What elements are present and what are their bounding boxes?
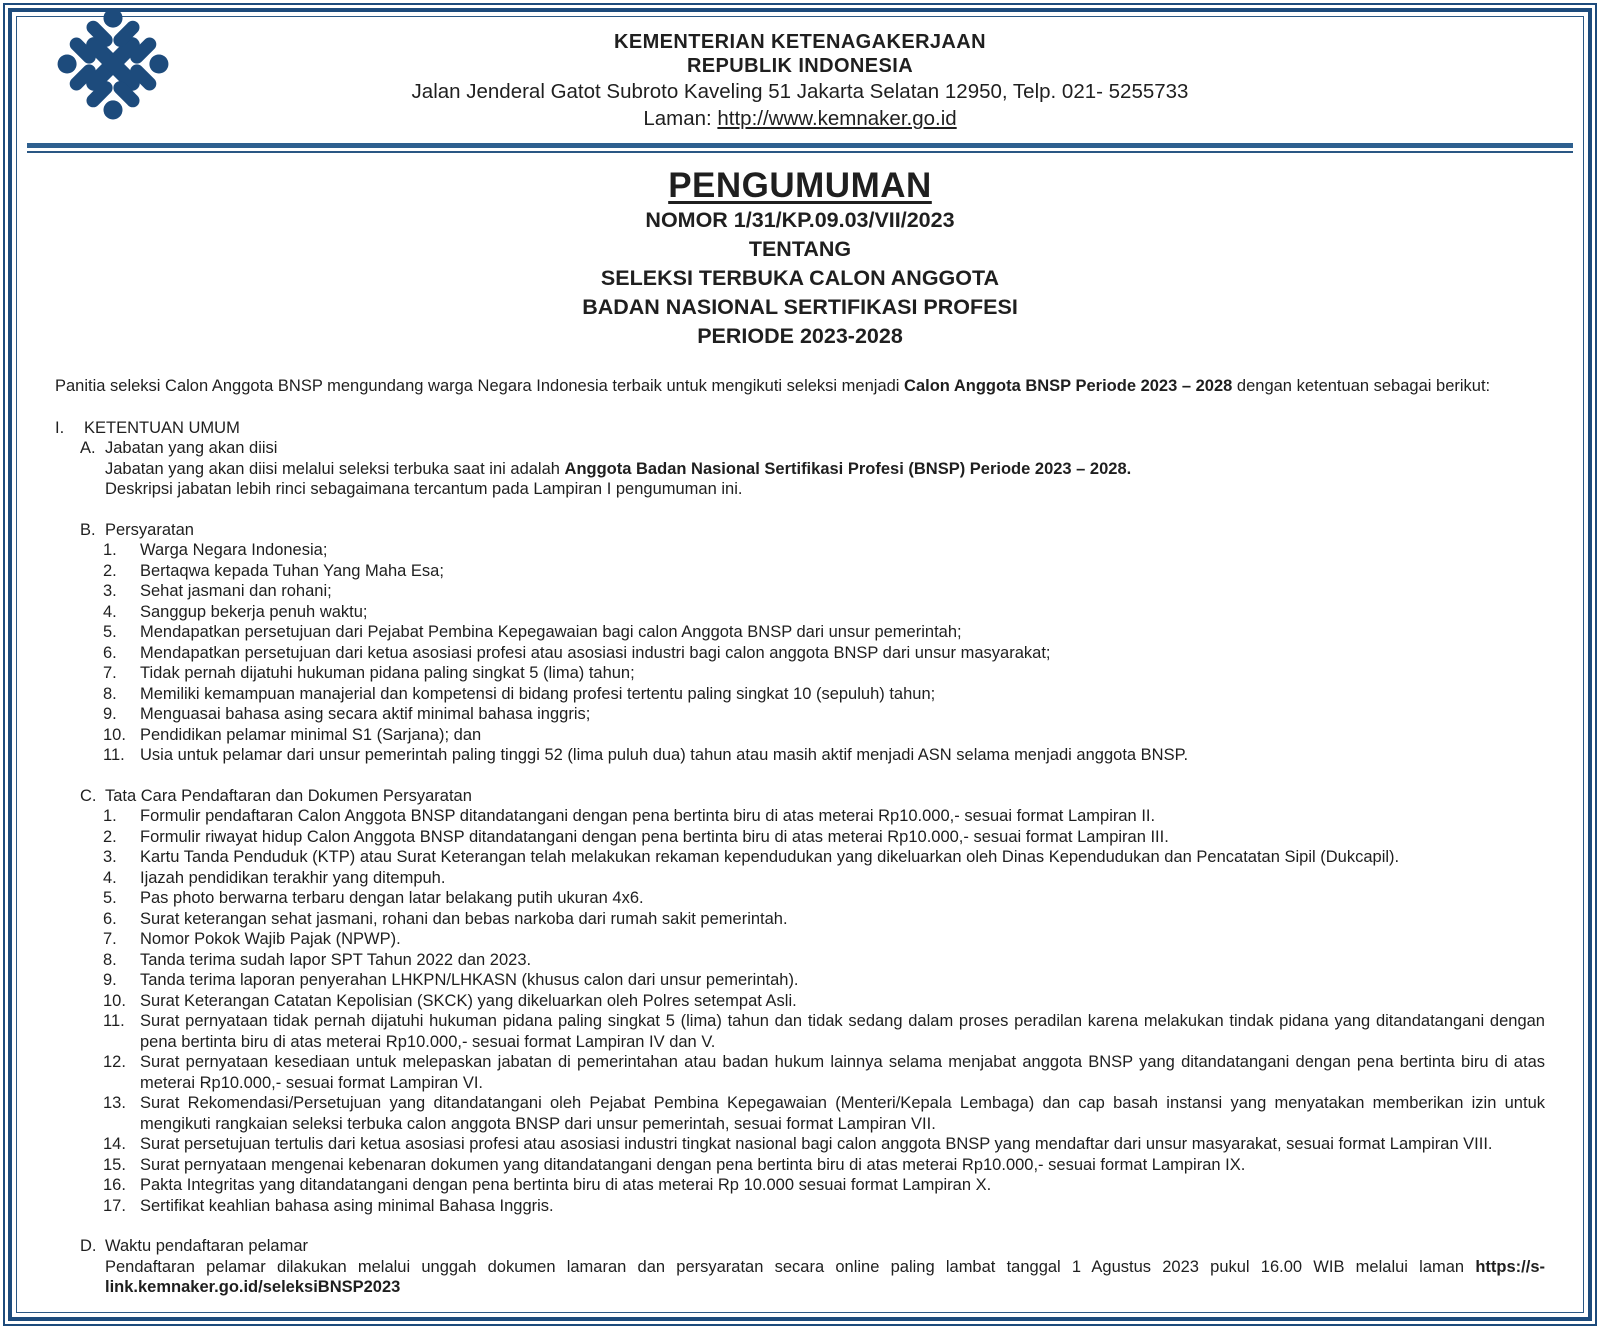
list-item — [103, 1196, 1545, 1217]
subsection-c — [80, 786, 1545, 1217]
list-item-number: 12. — [103, 1053, 126, 1071]
list-item-text: Formulir riwayat hidup Calon Anggota BNSP ditandatangani dengan pena bertinta biru di atas meterai Rp10.000,- sesuai format Lampiran III. — [140, 827, 1169, 846]
list-item-text: Warga Negara Indonesia; — [140, 541, 328, 559]
list-item-text: Surat Keterangan Catatan Kepolisian (SKCK) yang dikeluarkan oleh Polres setempat Asli. — [140, 991, 797, 1010]
intro-paragraph — [55, 376, 1545, 397]
subsection-b-heading — [80, 520, 1545, 541]
list-item-text: Tanda terima sudah lapor SPT Tahun 2022 dan 2023. — [140, 950, 532, 969]
subsection-d-heading — [80, 1236, 1545, 1257]
website-link[interactable]: http://www.kemnaker.go.id — [717, 107, 957, 130]
list-item — [103, 622, 1545, 643]
list-item-text: Surat pernyataan tidak pernah dijatuhi hukuman pidana paling singkat 5 (lima) tahun dan tidak sedang dalam proses peradilan karena melakukan tindak pidana yang ditandatangani dengan pena bertinta biru di atas meterai Rp10.000,- sesuai format Lampiran IV dan V. — [140, 1012, 1545, 1051]
list-item — [103, 806, 1545, 827]
list-item — [103, 663, 1545, 684]
list-item-text: Memiliki kemampuan manajerial dan kompetensi di bidang profesi tertentu paling singkat 10 (sepuluh) tahun; — [140, 684, 936, 703]
list-item-text: Formulir pendaftaran Calon Anggota BNSP ditandatangani dengan pena bertinta biru di atas meterai Rp10.000,- sesuai format Lampiran II. — [140, 807, 1156, 825]
list-item-number: 4. — [103, 868, 117, 887]
list-item-text: Nomor Pokok Wajib Pajak (NPWP). — [140, 930, 401, 948]
list-item-text: Pendidikan pelamar minimal S1 (Sarjana); dan — [140, 725, 482, 744]
list-item-number: 1. — [103, 807, 117, 825]
intro-text-bold: Calon Anggota BNSP Periode 2023 – 2028 — [904, 377, 1233, 395]
list-item — [103, 970, 1545, 991]
ministry-website-line — [55, 105, 1545, 132]
list-item-text: Bertaqwa kepada Tuhan Yang Maha Esa; — [140, 561, 444, 580]
subsection-a-line1-text: Jabatan yang akan diisi melalui seleksi terbuka saat ini adalah — [105, 459, 565, 478]
subsection-a-marker: A. — [80, 439, 96, 457]
intro-text-after: dengan ketentuan sebagai berikut: — [1232, 377, 1491, 395]
list-item — [103, 1155, 1545, 1176]
list-item-text: Menguasai bahasa asing secara aktif minimal bahasa inggris; — [140, 705, 591, 723]
list-item — [103, 1175, 1545, 1196]
list-item — [103, 827, 1545, 848]
list-item-text: Sehat jasmani dan rohani; — [140, 582, 332, 600]
list-item-text: Surat pernyataan kesediaan untuk melepaskan jabatan di pemerintahan atau badan hukum lainnya selama menjabat anggota BNSP yang ditandatangani dengan pena bertinta biru di atas meterai Rp10.000,- sesuai format Lampiran VI. — [140, 1053, 1545, 1092]
list-item — [103, 643, 1545, 664]
list-item — [103, 540, 1545, 561]
subsection-d-title: Waktu pendaftaran pelamar — [105, 1237, 309, 1255]
list-item-number: 2. — [103, 827, 117, 846]
subsection-b-title: Persyaratan — [105, 520, 194, 539]
list-item-number: 11. — [103, 746, 125, 764]
list-item-number: 7. — [103, 664, 117, 682]
list-item — [103, 602, 1545, 623]
list-item-number: 7. — [103, 930, 117, 948]
list-item — [103, 684, 1545, 705]
subsection-c-title: Tata Cara Pendaftaran dan Dokumen Persyaratan — [105, 786, 472, 805]
list-item-text: Mendapatkan persetujuan dari Pejabat Pembina Kepegawaian bagi calon Anggota BNSP dari unsur pemerintah; — [140, 623, 962, 641]
subsection-a-heading — [80, 438, 1545, 459]
subsection-d — [80, 1236, 1545, 1298]
list-item — [103, 725, 1545, 746]
subsection-b-marker: B. — [80, 520, 96, 539]
list-item-number: 9. — [103, 971, 117, 989]
list-item-text: Kartu Tanda Penduduk (KTP) atau Surat Keterangan telah melakukan rekaman kependudukan yang dikeluarkan oleh Dinas Kependudukan dan Pencatatan Sipil (Dukcapil). — [140, 848, 1400, 866]
subsection-d-text: Pendaftaran pelamar dilakukan melalui unggah dokumen lamaran dan persyaratan secara online paling lambat tanggal 1 Agustus 2023 pukul 16.00 WIB melalui laman — [105, 1257, 1476, 1276]
list-item-number: 8. — [103, 950, 117, 969]
list-item-number: 5. — [103, 623, 117, 641]
list-item-number: 6. — [103, 909, 117, 928]
list-item-text: Tanda terima laporan penyerahan LHKPN/LHKASN (khusus calon dari unsur pemerintah). — [140, 971, 799, 989]
list-item-number: 14. — [103, 1135, 126, 1153]
intro-text-before: Panitia seleksi Calon Anggota BNSP mengundang warga Negara Indonesia terbaik untuk mengikuti seleksi menjadi — [55, 377, 905, 395]
subtitle-line: TENTANG — [748, 237, 852, 261]
list-item — [103, 1011, 1545, 1052]
ministry-name: KEMENTERIAN KETENAGAKERJAAN — [614, 31, 986, 53]
list-item — [103, 1134, 1545, 1155]
subsection-a — [80, 438, 1545, 500]
subsection-a-line2: Deskripsi jabatan lebih rinci sebagaimana tercantum pada Lampiran I pengumuman ini. — [105, 480, 743, 498]
list-item-number: 10. — [103, 725, 126, 744]
subsection-b — [80, 520, 1545, 766]
list-item-number: 4. — [103, 602, 117, 621]
list-item-number: 2. — [103, 561, 117, 580]
subtitle-line: BADAN NASIONAL SERTIFIKASI PROFESI — [582, 295, 1018, 319]
list-item — [103, 581, 1545, 602]
list-item-number: 15. — [103, 1155, 126, 1174]
kemnaker-logo-icon — [57, 8, 169, 120]
subsection-c-heading — [80, 786, 1545, 807]
section-ketentuan-umum — [55, 418, 1545, 1298]
subsection-d-marker: D. — [80, 1237, 97, 1255]
list-item — [103, 745, 1545, 766]
list-item — [103, 868, 1545, 889]
subtitle-line: SELEKSI TERBUKA CALON ANGGOTA — [600, 266, 1000, 290]
subsection-c-marker: C. — [80, 786, 97, 805]
list-item — [103, 704, 1545, 725]
ministry-address: Jalan Jenderal Gatot Subroto Kaveling 51 Jakarta Selatan 12950, Telp. 021- 5255733 — [411, 80, 1189, 103]
list-item-text: Surat persetujuan tertulis dari ketua asosiasi profesi atau asosiasi industri tingkat nasional bagi calon anggota BNSP yang mendaftar dari unsur masyarakat, sesuai format Lampiran VIII. — [140, 1135, 1493, 1153]
section-title: KETENTUAN UMUM — [84, 418, 240, 437]
list-item — [103, 1093, 1545, 1134]
subtitle-line: NOMOR 1/31/KP.09.03/VII/2023 — [645, 208, 955, 232]
list-item-text: Ijazah pendidikan terakhir yang ditempuh. — [140, 868, 446, 887]
persyaratan-list — [103, 540, 1545, 766]
list-item — [103, 929, 1545, 950]
tata-cara-list — [103, 806, 1545, 1216]
list-item-text: Usia untuk pelamar dari unsur pemerintah paling tinggi 52 (lima puluh dua) tahun atau masih aktif menjadi ASN selama menjadi anggota BNSP. — [140, 746, 1189, 764]
list-item-number: 3. — [103, 582, 117, 600]
list-item-text: Surat pernyataan mengenai kebenaran dokumen yang ditandatangani dengan pena bertinta biru di atas meterai Rp10.000,- sesuai format Lampiran IX. — [140, 1155, 1246, 1174]
list-item-number: 1. — [103, 541, 117, 559]
list-item-text: Pas photo berwarna terbaru dengan latar belakang putih ukuran 4x6. — [140, 889, 644, 907]
registration-url[interactable]: https://s-link.kemnaker.go.id/seleksiBNSP2023 — [105, 1257, 1545, 1296]
list-item-number: 3. — [103, 848, 117, 866]
list-item — [103, 561, 1545, 582]
list-item-text: Sertifikat keahlian bahasa asing minimal Bahasa Inggris. — [140, 1196, 554, 1215]
list-item-text: Pakta Integritas yang ditandatangani dengan pena bertinta biru di atas meterai Rp 10.000 sesuai format Lampiran X. — [140, 1176, 992, 1194]
document-subtitle-lines — [55, 206, 1545, 351]
section-heading — [55, 418, 1545, 439]
list-item-number: 6. — [103, 643, 117, 662]
list-item-number: 10. — [103, 991, 126, 1010]
list-item-text: Surat Rekomendasi/Persetujuan yang ditandatangani oleh Pejabat Pembina Kepegawaian (Menteri/Kepala Lembaga) dan cap basah instansi yang menyatakan memberikan izin untuk mengikuti rangkaian seleksi terbuka calon anggota BNSP dari unsur pemerintah, sesuai format Lampiran VII. — [140, 1094, 1545, 1133]
list-item — [103, 847, 1545, 868]
subsection-a-line1 — [105, 459, 1545, 480]
list-item-text: Tidak pernah dijatuhi hukuman pidana paling singkat 5 (lima) tahun; — [140, 664, 635, 682]
list-item — [103, 909, 1545, 930]
letterhead — [55, 0, 1545, 132]
list-item-number: 17. — [103, 1196, 126, 1215]
list-item-number: 16. — [103, 1176, 126, 1194]
section-marker: I. — [55, 418, 65, 437]
list-item-text: Surat keterangan sehat jasmani, rohani dan bebas narkoba dari rumah sakit pemerintah. — [140, 909, 788, 928]
subtitle-line: PERIODE 2023-2028 — [697, 324, 903, 348]
letterhead-divider — [27, 143, 1573, 153]
list-item — [103, 1052, 1545, 1093]
list-item-number: 9. — [103, 705, 117, 723]
title-block — [55, 166, 1545, 351]
subsection-a-title: Jabatan yang akan diisi — [105, 439, 278, 457]
website-label: Laman: — [643, 107, 718, 130]
subsection-d-paragraph — [105, 1257, 1545, 1298]
list-item-number: 5. — [103, 889, 117, 907]
subsection-a-line1-bold: Anggota Badan Nasional Sertifikasi Profesi (BNSP) Periode 2023 – 2028. — [564, 459, 1132, 478]
list-item-number: 11. — [103, 1012, 125, 1030]
document-title: PENGUMUMAN — [668, 166, 932, 205]
list-item — [103, 991, 1545, 1012]
list-item-text: Mendapatkan persetujuan dari ketua asosiasi profesi atau asosiasi industri bagi calon anggota BNSP dari unsur masyarakat; — [140, 643, 1051, 662]
list-item-number: 8. — [103, 684, 117, 703]
list-item — [103, 888, 1545, 909]
list-item — [103, 950, 1545, 971]
list-item-text: Sanggup bekerja penuh waktu; — [140, 602, 368, 621]
republic-name: REPUBLIK INDONESIA — [686, 55, 914, 77]
list-item-number: 13. — [103, 1094, 126, 1112]
